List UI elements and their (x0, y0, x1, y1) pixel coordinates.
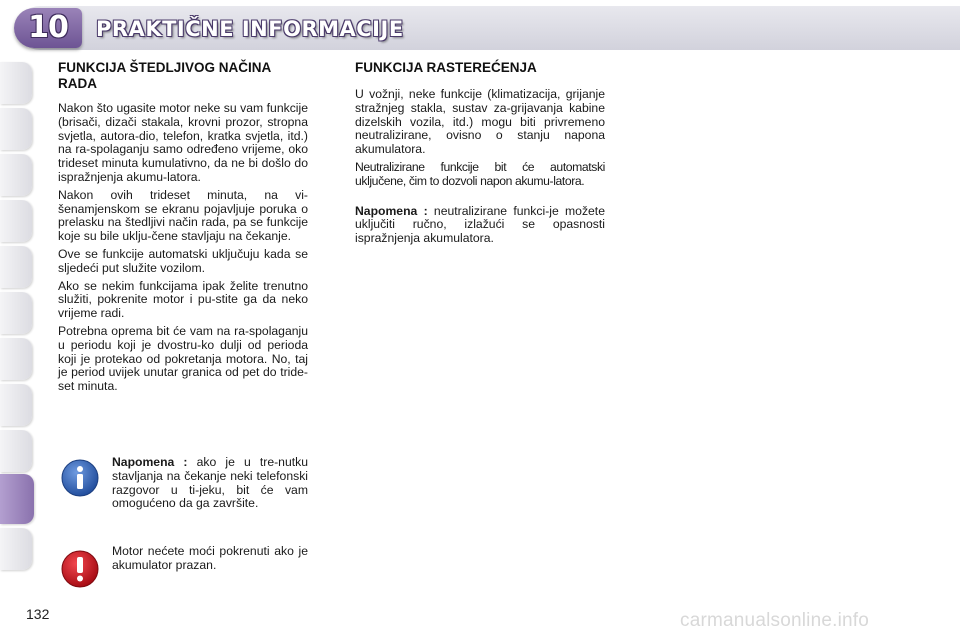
side-tab[interactable] (0, 430, 32, 472)
paragraph: Ako se nekim funkcijama ipak želite trenutno služiti, pokrenite motor i pu-stite ga da neko vrijeme radi. (58, 278, 308, 321)
chapter-title: PRAKTIČNE INFORMACIJE (96, 17, 404, 41)
note-text: ako je u tre-nutku stavljanja na čekanje neki telefonski razgovor u ti-jeku, bit će vam omogućeno da ga završite. (112, 455, 308, 511)
side-tab[interactable] (0, 62, 32, 104)
side-tab[interactable] (0, 108, 32, 150)
paragraph: Ove se funkcije automatski uključuju kada se sljedeći put služite vozilom. (58, 246, 308, 275)
right-note (355, 205, 605, 246)
paragraph: Potrebna oprema bit će vam na ra-spolaganju u periodu koji je dvostru-ko dulji od perioda koji je protekao od pokretanja motora. No, taj je period uvijek unutar granica od pet do tride-set minuta. (58, 323, 308, 394)
right-column (355, 60, 605, 250)
chapter-number: 10 (28, 10, 68, 45)
warning-note (112, 545, 308, 577)
warning-text: Motor nećete moći pokrenuti ako je akumulator prazan. (112, 544, 308, 572)
note-label: Napomena : (112, 455, 188, 469)
section-heading-power-saving: FUNKCIJA ŠTEDLJIVOG NAČINA RADA (58, 60, 271, 91)
note-label: Napomena : (355, 203, 428, 218)
info-icon (60, 458, 100, 498)
warning-icon (60, 549, 100, 589)
side-tab[interactable] (0, 154, 32, 196)
info-note (112, 456, 308, 515)
paragraph: Nakon što ugasite motor neke su vam funkcije (brisači, dizači stakala, krovni prozor, stropna svjetla, autora-dio, telefon, kratka svjetla, itd.) na ra-spolaganju samo određeno vrijeme, oko trideset minuta kumulativno, da ne bi došlo do ispražnjenja akumu-latora. (58, 101, 308, 184)
side-tab[interactable] (0, 338, 32, 380)
paragraph: Neutralizirane funkcije bit će automatski uključene, čim to dozvoli napon akumu-latora. (355, 159, 605, 188)
paragraph: U vožnji, neke funkcije (klimatizacija, grijanje stražnjeg stakla, sustav za-grijavanja kabine dizelskih vozila, itd.) mogu biti privremeno neutralizirane, ovisno o stanju napona akumulatora. (355, 87, 605, 157)
left-column (58, 60, 308, 398)
side-tab[interactable] (0, 384, 32, 426)
side-tab-active[interactable] (0, 474, 34, 524)
side-tab[interactable] (0, 200, 32, 242)
section-heading-load-shedding: FUNKCIJA RASTEREĆENJA (355, 60, 537, 75)
note-text: neutralizirane funkci-je možete uključiti ručno, izlažući se opasnosti ispražnjenja akumulatora. (355, 203, 605, 246)
side-tab[interactable] (0, 292, 32, 334)
paragraph: Nakon ovih trideset minuta, na vi-šenamjenskom se ekranu pojavljuje poruka o prelasku na štedljivi način rada, pa se funkcije koje su bile uklju-čene stavljaju na čekanje. (58, 187, 308, 244)
watermark: carmanualsonline.info (680, 610, 870, 631)
page-number: 132 (26, 606, 50, 622)
side-tab[interactable] (0, 246, 32, 288)
side-tab[interactable] (0, 528, 32, 570)
